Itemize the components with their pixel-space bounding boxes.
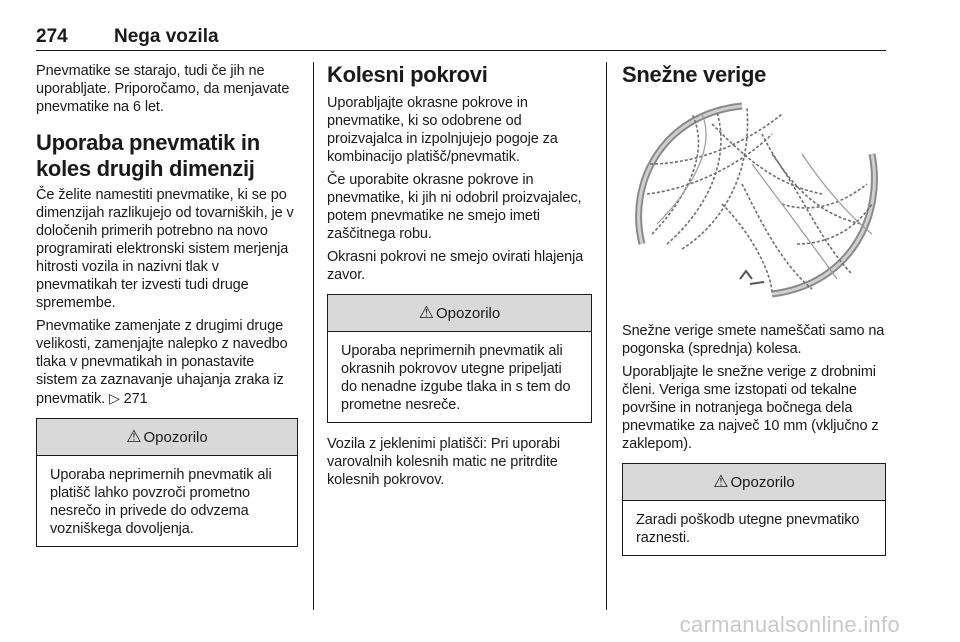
column-middle — [327, 62, 592, 494]
snow-chains-illustration — [622, 94, 886, 312]
warning-title: Opozorilo — [730, 473, 795, 491]
warning-body — [623, 501, 885, 555]
warning-body — [37, 456, 297, 546]
warning-body — [328, 332, 591, 422]
paragraph: Če uporabite okrasne pokrove in pnevmatike, ki jih ni odobril proizvajalec, potem pnevmatike ne smejo imeti zaščitnega robu. — [327, 172, 582, 242]
warning-header — [328, 295, 591, 332]
watermark: carmanualsonline.info — [679, 612, 900, 637]
column-divider — [313, 62, 314, 610]
paragraph: Uporabljajte le snežne verige z drobnimi členi. Veriga sme izstopati od tekalne površine in notranjega bočnega dela pnevmatike za največ 10 mm (vključno z zaklepom). — [622, 364, 879, 452]
page-reference-icon: ▷ — [109, 390, 120, 406]
page-header — [36, 24, 886, 51]
section-heading: Uporaba pnevmatik in koles drugih dimenzij — [36, 130, 260, 181]
paragraph — [36, 317, 298, 408]
paragraph: Okrasni pokrovi ne smejo ovirati hlajenja zavor. — [327, 249, 584, 283]
paragraph: Če želite namestiti pnevmatike, ki se po dimenzijah razlikujejo od tovarniških, je v določenih primerih potrebno na novo programirati elektronski sistem merjenja hitrosti vozila in nazivni tlak v pnevmatikah ter izvesti tudi druge spremembe. — [36, 187, 294, 311]
warning-header — [37, 419, 297, 456]
paragraph: Uporabljajte okrasne pokrove in pnevmatike, ki so odobrene od proizvajalca in izpolnjujejo pogoje za kombinacijo platišč/pnevmatik. — [327, 95, 558, 165]
warning-header — [623, 464, 885, 501]
warning-title: Opozorilo — [436, 304, 501, 322]
warning-triangle-icon: ⚠ — [126, 427, 142, 446]
paragraph: Vozila z jeklenimi platišči: Pri uporabi varovalnih kolesnih matic ne pritrdite kolesnih pokrovov. — [327, 436, 560, 488]
warning-text: Zaradi poškodb utegne pnevmatiko raznesti. — [636, 512, 860, 546]
column-right — [622, 62, 886, 568]
warning-title: Opozorilo — [143, 428, 208, 446]
page-number: 274 — [36, 26, 68, 47]
paragraph-text: Pnevmatike zamenjate z drugimi druge velikosti, zamenjajte nalepko z navedbo tlaka v pnevmatikah in ponastavite sistem za zaznavanje uhajanja zraka iz pnevmatik. — [36, 318, 288, 407]
column-divider — [606, 62, 607, 610]
section-heading: Kolesni pokrovi — [327, 62, 488, 87]
intro-paragraph: Pnevmatike se starajo, tudi če jih ne uporabljate. Priporočamo, da menjavate pnevmatike na 6 let. — [36, 63, 290, 115]
warning-text: Uporaba neprimernih pnevmatik ali platišč lahko povzroči prometno nesrečo in privede do odvzema vozniškega dovoljenja. — [50, 467, 272, 537]
warning-triangle-icon: ⚠ — [713, 472, 729, 491]
page-reference: 271 — [123, 391, 148, 407]
warning-box — [622, 463, 886, 556]
warning-box — [327, 294, 592, 423]
page-title: Nega vozila — [114, 26, 219, 47]
warning-box — [36, 418, 298, 547]
warning-text: Uporaba neprimernih pnevmatik ali okrasnih pokrovov utegne pripeljati do nenadne izgube tlaka in s tem do prometne nesreče. — [341, 343, 571, 413]
warning-triangle-icon: ⚠ — [418, 303, 435, 322]
section-heading: Snežne verige — [622, 62, 767, 87]
paragraph: Snežne verige smete nameščati samo na pogonska (sprednja) kolesa. — [622, 323, 885, 357]
column-left — [36, 62, 298, 559]
